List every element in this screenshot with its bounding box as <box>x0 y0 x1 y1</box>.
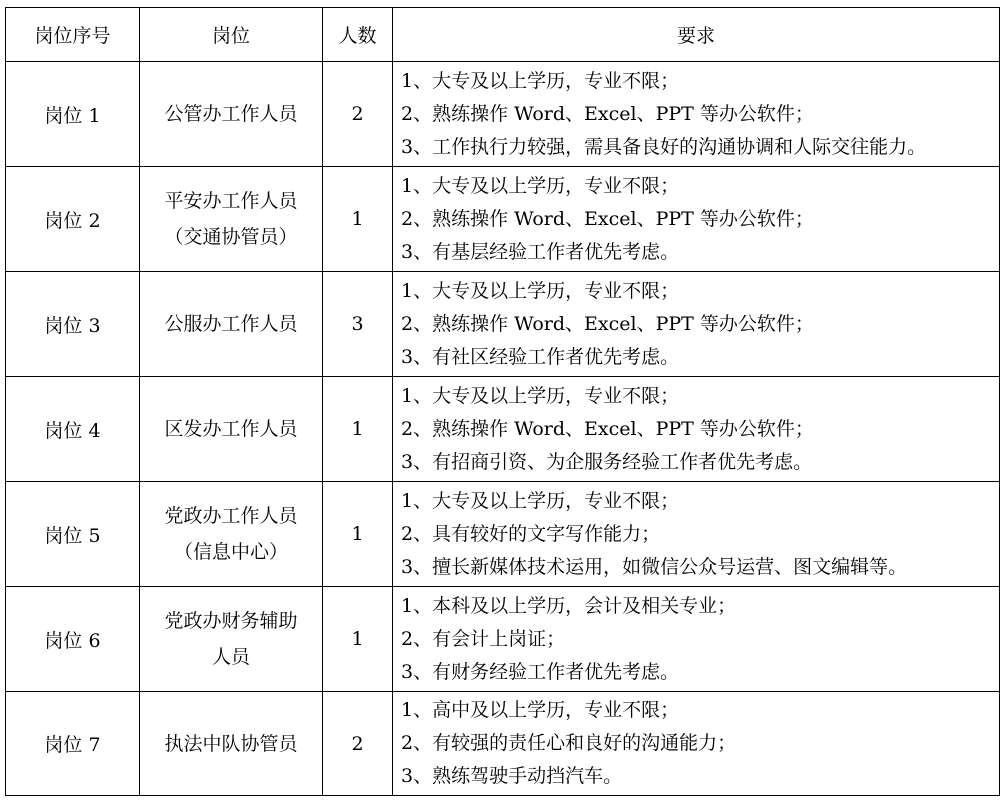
requirement-line: 3、熟练驾驶手动挡汽车。 <box>401 765 623 787</box>
cell-requirements <box>393 377 1000 482</box>
position-line: 党政办工作人员 <box>164 505 298 527</box>
requirement-line: 3、有社区经验工作者优先考虑。 <box>401 345 680 368</box>
table-row <box>6 167 1000 272</box>
cell-count: 1 <box>323 167 393 272</box>
requirement-line: 3、有基层经验工作者优先考虑。 <box>401 240 680 263</box>
requirement-line: 1、大专及以上学历，专业不限； <box>401 279 680 302</box>
requirement-line: 2、有会计上岗证； <box>401 627 566 650</box>
cell-seq: 岗位 6 <box>6 587 140 692</box>
requirement-line: 1、大专及以上学历，专业不限； <box>401 174 680 197</box>
cell-count: 1 <box>323 587 393 692</box>
position-line: 党政办财务辅助 <box>164 610 298 632</box>
cell-requirements <box>393 272 1000 377</box>
cell-position <box>140 167 323 272</box>
requirement-line: 3、有招商引资、为企服务经验工作者优先考虑。 <box>401 450 813 473</box>
requirement-line: 1、大专及以上学历，专业不限； <box>401 69 680 92</box>
header-position: 岗位 <box>140 8 323 62</box>
cell-seq: 岗位 1 <box>6 62 140 167</box>
table-row <box>6 377 1000 482</box>
cell-requirements <box>393 62 1000 167</box>
requirement-line: 1、大专及以上学历，专业不限； <box>401 489 680 512</box>
position-line: （交通协管员） <box>164 226 298 248</box>
requirement-line: 3、擅长新媒体技术运用，如微信公众号运营、图文编辑等。 <box>401 555 908 578</box>
cell-position <box>140 587 323 692</box>
requirement-line: 2、熟练操作 Word、Excel、PPT 等办公软件； <box>401 207 814 230</box>
cell-seq: 岗位 5 <box>6 482 140 587</box>
table-row <box>6 62 1000 167</box>
position-line: 区发办工作人员 <box>164 418 298 440</box>
header-seq: 岗位序号 <box>6 8 140 62</box>
cell-count: 1 <box>323 377 393 482</box>
cell-requirements <box>393 167 1000 272</box>
cell-position <box>140 377 323 482</box>
position-line: 人员 <box>211 646 250 668</box>
table-row <box>6 272 1000 377</box>
position-line: 公服办工作人员 <box>164 313 298 335</box>
table-row <box>6 692 1000 796</box>
cell-count: 3 <box>323 272 393 377</box>
cell-seq: 岗位 3 <box>6 272 140 377</box>
cell-position <box>140 272 323 377</box>
requirement-line: 2、熟练操作 Word、Excel、PPT 等办公软件； <box>401 417 814 440</box>
header-row <box>6 8 1000 62</box>
table-row <box>6 587 1000 692</box>
header-count: 人数 <box>323 8 393 62</box>
cell-requirements <box>393 692 1000 796</box>
cell-requirements <box>393 482 1000 587</box>
table-row <box>6 482 1000 587</box>
cell-seq: 岗位 2 <box>6 167 140 272</box>
cell-position <box>140 62 323 167</box>
recruitment-table <box>5 7 1000 796</box>
position-line: 平安办工作人员 <box>164 190 298 212</box>
cell-count: 1 <box>323 482 393 587</box>
cell-count: 2 <box>323 62 393 167</box>
cell-position <box>140 692 323 796</box>
requirement-line: 1、本科及以上学历，会计及相关专业； <box>401 594 737 617</box>
requirement-line: 2、熟练操作 Word、Excel、PPT 等办公软件； <box>401 102 814 125</box>
position-line: 公管办工作人员 <box>164 103 298 125</box>
position-line: （信息中心） <box>173 541 288 563</box>
requirement-line: 1、高中及以上学历，专业不限； <box>401 699 680 721</box>
requirement-line: 2、有较强的责任心和良好的沟通能力； <box>401 732 737 754</box>
position-line: 执法中队协管员 <box>164 732 298 755</box>
cell-seq: 岗位 7 <box>6 692 140 796</box>
requirement-line: 3、工作执行力较强，需具备良好的沟通协调和人际交往能力。 <box>401 135 927 158</box>
requirement-line: 3、有财务经验工作者优先考虑。 <box>401 660 680 683</box>
cell-position <box>140 482 323 587</box>
cell-count: 2 <box>323 692 393 796</box>
cell-requirements <box>393 587 1000 692</box>
requirement-line: 2、熟练操作 Word、Excel、PPT 等办公软件； <box>401 312 814 335</box>
cell-seq: 岗位 4 <box>6 377 140 482</box>
requirement-line: 2、具有较好的文字写作能力； <box>401 522 661 545</box>
header-requirements: 要求 <box>393 8 1000 62</box>
requirement-line: 1、大专及以上学历，专业不限； <box>401 384 680 407</box>
